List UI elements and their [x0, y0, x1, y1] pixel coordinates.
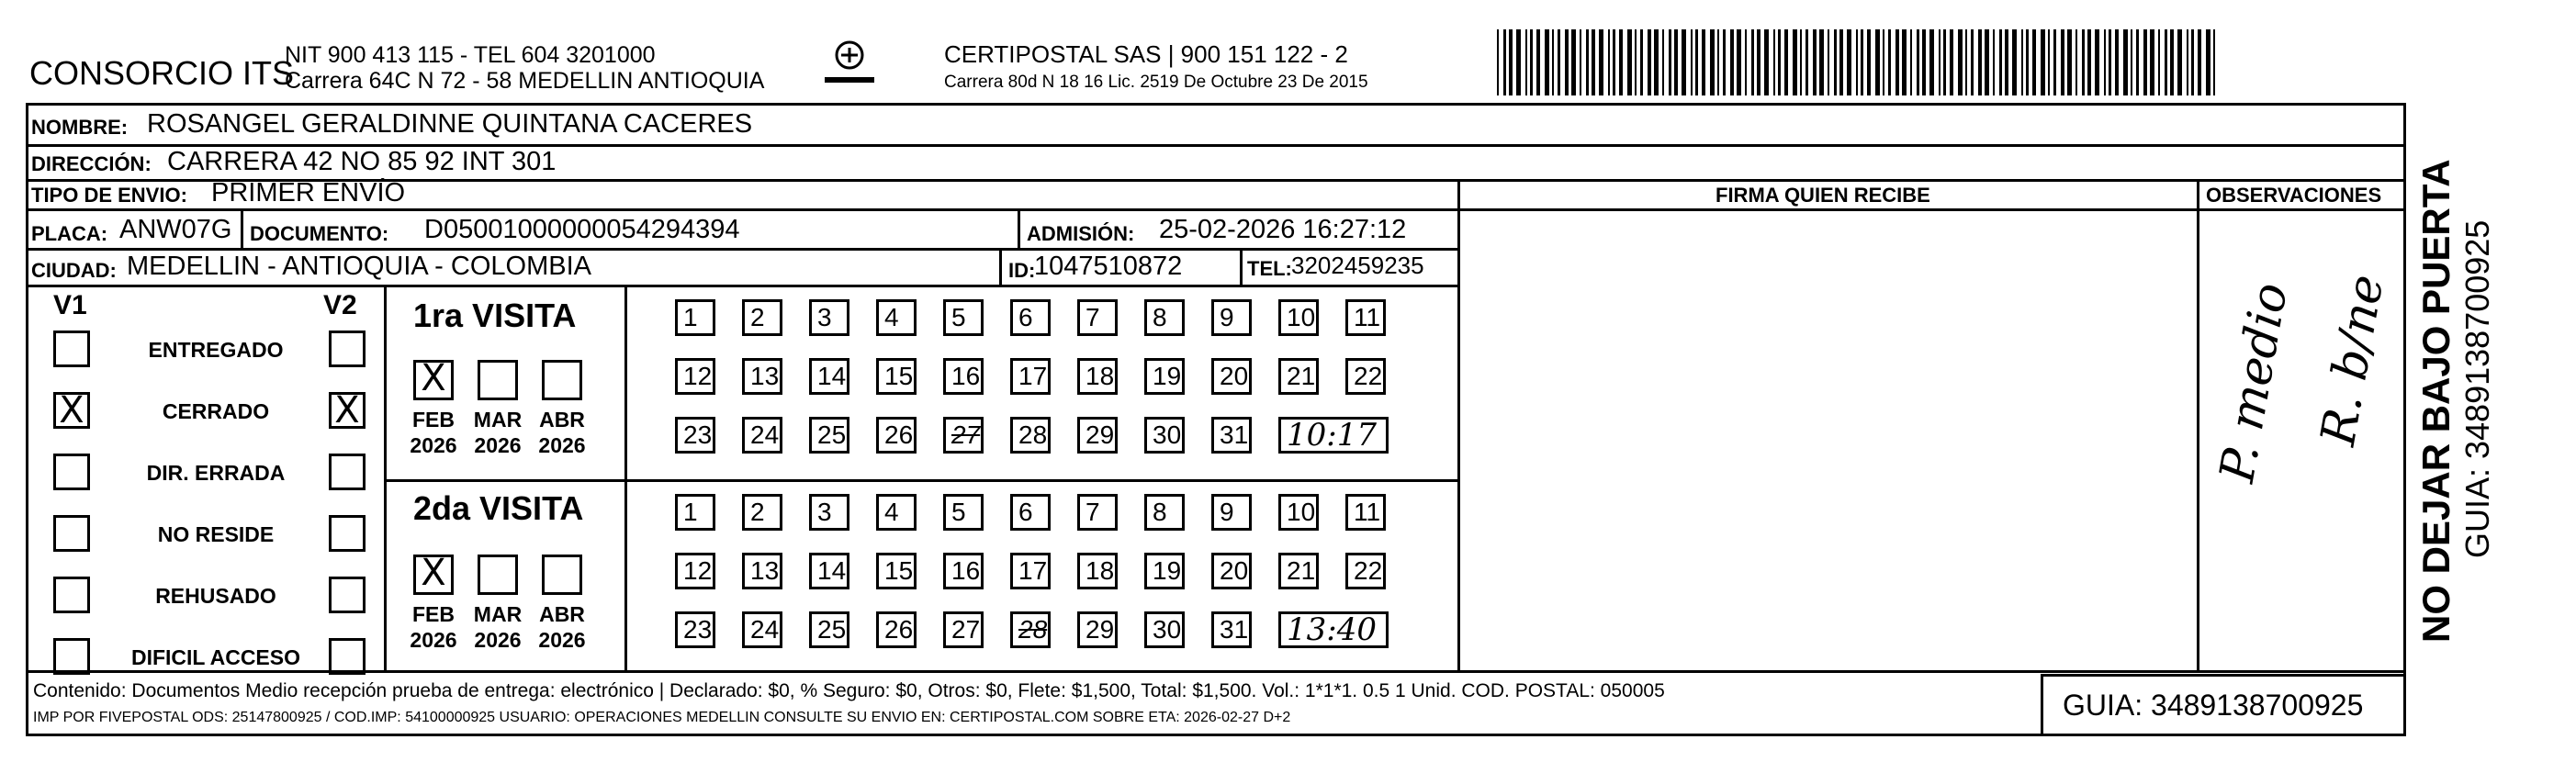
year-label: 2026: [538, 433, 586, 457]
month-checkbox[interactable]: [542, 555, 582, 595]
day-box[interactable]: 7: [1077, 299, 1118, 336]
day-box[interactable]: 22: [1345, 553, 1386, 589]
day-box[interactable]: 6: [1010, 299, 1051, 336]
day-box[interactable]: 18: [1077, 553, 1118, 589]
tipo-envio-label: TIPO DE ENVIO:: [31, 184, 187, 207]
tipo-envio-value: PRIMER ENVÍO: [211, 178, 406, 207]
handwritten-note-2: R. b/ne: [2311, 270, 2395, 450]
ciudad-label: CIUDAD:: [31, 259, 117, 282]
day-box[interactable]: 3: [809, 299, 849, 336]
day-box[interactable]: 10: [1278, 494, 1319, 531]
handwritten-note-1: P. medio: [2210, 278, 2300, 487]
footer-guia: GUIA: 3489138700925: [2063, 689, 2364, 722]
day-box[interactable]: 19: [1144, 358, 1185, 395]
placa-value: ANW07G: [119, 215, 232, 244]
month-checkbox[interactable]: [542, 360, 582, 400]
day-box[interactable]: 26: [876, 611, 917, 648]
v2-checkbox[interactable]: [329, 638, 366, 675]
certipostal-logo: [817, 37, 882, 92]
day-box[interactable]: 27: [943, 611, 984, 648]
visit-time: 13:40: [1278, 611, 1389, 648]
day-box[interactable]: 23: [675, 417, 715, 454]
day-box[interactable]: 2: [742, 494, 782, 531]
direccion-value: CARRERA 42 NO 85 92 INT 301: [167, 147, 557, 176]
month-checkbox[interactable]: X: [413, 360, 454, 400]
v2-label: V2: [323, 290, 357, 320]
day-box[interactable]: 2: [742, 299, 782, 336]
year-label: 2026: [474, 628, 522, 652]
day-box[interactable]: 20: [1211, 553, 1252, 589]
status-label: DIFICIL ACCESO: [130, 645, 300, 669]
day-box[interactable]: 9: [1211, 494, 1252, 531]
day-box[interactable]: 31: [1211, 611, 1252, 648]
v2-checkbox[interactable]: [329, 577, 366, 613]
certipostal-line2: Carrera 80d N 18 16 Lic. 2519 De Octubre 23 De 2015: [944, 73, 1368, 92]
day-box[interactable]: 13: [742, 358, 782, 395]
first-visit-title: 1ra VISITA: [413, 297, 577, 334]
day-box[interactable]: 15: [876, 358, 917, 395]
tel-label: TEL:: [1247, 257, 1292, 280]
day-box[interactable]: 17: [1010, 358, 1051, 395]
v2-checkbox[interactable]: X: [329, 392, 366, 429]
v2-checkbox[interactable]: [329, 454, 366, 490]
status-label: CERRADO: [162, 399, 270, 423]
day-box[interactable]: 25: [809, 611, 849, 648]
nit-line: NIT 900 413 115 - TEL 604 3201000: [285, 42, 656, 68]
placa-label: PLACA:: [31, 222, 108, 245]
status-label: NO RESIDE: [157, 522, 275, 546]
day-box[interactable]: 8: [1144, 299, 1185, 336]
side-guia: GUIA: 3489138700925: [2458, 219, 2496, 558]
day-box[interactable]: 19: [1144, 553, 1185, 589]
day-box[interactable]: 15: [876, 553, 917, 589]
footer-content: Contenido: Documentos Medio recepción prueba de entrega: electrónico | Declarado: $0, % Seguro: $0, Otros: $0, Flete: $1,500, Total: $1,500. Vol.: 1*1*1. 0.5 1 Unid. COD. POSTAL: 050005: [33, 680, 1665, 701]
documento-label: DOCUMENTO:: [250, 222, 389, 245]
year-label: 2026: [410, 628, 457, 652]
company-name: CONSORCIO ITS: [29, 54, 295, 92]
day-box[interactable]: 29: [1077, 417, 1118, 454]
documento-value: D05001000000054294394: [424, 215, 740, 244]
month-label: MAR: [473, 602, 523, 626]
day-box[interactable]: 28: [1010, 417, 1051, 454]
day-box[interactable]: 10: [1278, 299, 1319, 336]
day-box[interactable]: 4: [876, 299, 917, 336]
id-value: 1047510872: [1034, 252, 1183, 281]
v1-checkbox[interactable]: [53, 331, 90, 367]
second-visit-title: 2da VISITA: [413, 489, 584, 527]
v2-checkbox[interactable]: [329, 515, 366, 552]
month-label: FEB: [412, 602, 455, 626]
day-box[interactable]: 1: [675, 494, 715, 531]
tel-value: 3202459235: [1291, 252, 1424, 279]
day-box[interactable]: 5: [943, 299, 984, 336]
day-box[interactable]: 11: [1345, 299, 1386, 336]
day-box[interactable]: 18: [1077, 358, 1118, 395]
v1-checkbox[interactable]: [53, 577, 90, 613]
certipostal-line1: CERTIPOSTAL SAS | 900 151 122 - 2: [944, 40, 1348, 68]
day-box[interactable]: 25: [809, 417, 849, 454]
side-warning: NO DEJAR BAJO PUERTA: [2414, 159, 2458, 643]
v1-checkbox[interactable]: [53, 638, 90, 675]
v1-checkbox[interactable]: [53, 454, 90, 490]
day-box[interactable]: 13: [742, 553, 782, 589]
barcode: [1497, 29, 2222, 95]
day-box[interactable]: 17: [1010, 553, 1051, 589]
month-checkbox[interactable]: [478, 555, 518, 595]
day-box[interactable]: 16: [943, 358, 984, 395]
day-box[interactable]: 4: [876, 494, 917, 531]
year-label: 2026: [474, 433, 522, 457]
day-box[interactable]: 31: [1211, 417, 1252, 454]
day-box[interactable]: 30: [1144, 417, 1185, 454]
day-box[interactable]: 9: [1211, 299, 1252, 336]
day-box[interactable]: 22: [1345, 358, 1386, 395]
day-box[interactable]: 24: [742, 417, 782, 454]
month-label: ABR: [539, 602, 585, 626]
day-box[interactable]: 21: [1278, 553, 1319, 589]
direccion-label: DIRECCIÓN:: [31, 152, 152, 175]
day-box[interactable]: 12: [675, 358, 715, 395]
status-label: ENTREGADO: [148, 338, 284, 362]
year-label: 2026: [538, 628, 586, 652]
firma-header: FIRMA QUIEN RECIBE: [1715, 184, 1930, 207]
day-box[interactable]: 6: [1010, 494, 1051, 531]
day-box[interactable]: 1: [675, 299, 715, 336]
admision-value: 25-02-2026 16:27:12: [1159, 215, 1407, 244]
status-label: DIR. ERRADA: [146, 461, 286, 485]
day-box[interactable]: 11: [1345, 494, 1386, 531]
day-box[interactable]: 24: [742, 611, 782, 648]
day-box[interactable]: 3: [809, 494, 849, 531]
footer-imp: IMP POR FIVEPOSTAL ODS: 25147800925 / COD.IMP: 54100000925 USUARIO: OPERACIONES MEDELLIN CONSULTE SU ENVIO EN: CERTIPOSTAL.COM SOBRE ETA: 2026-02-27 D+2: [33, 710, 1291, 725]
nombre-label: NOMBRE:: [31, 116, 129, 139]
month-label: ABR: [539, 408, 585, 431]
month-checkbox[interactable]: [478, 360, 518, 400]
year-label: 2026: [410, 433, 457, 457]
address-line: Carrera 64C N 72 - 58 MEDELLIN ANTIOQUIA: [285, 68, 765, 94]
status-label: REHUSADO: [155, 584, 276, 608]
nombre-value: ROSANGEL GERALDINNE QUINTANA CACERES: [147, 109, 753, 139]
day-box[interactable]: 14: [809, 358, 849, 395]
day-box[interactable]: 7: [1077, 494, 1118, 531]
day-box[interactable]: 16: [943, 553, 984, 589]
id-label: ID:: [1008, 259, 1036, 282]
day-box[interactable]: 12: [675, 553, 715, 589]
month-label: MAR: [473, 408, 523, 431]
day-box[interactable]: 8: [1144, 494, 1185, 531]
v1-checkbox[interactable]: [53, 515, 90, 552]
v1-checkbox[interactable]: X: [53, 392, 90, 429]
day-box[interactable]: 30: [1144, 611, 1185, 648]
day-box[interactable]: 27: [943, 417, 984, 454]
v1-label: V1: [53, 290, 87, 320]
month-label: FEB: [412, 408, 455, 431]
ciudad-value: MEDELLIN - ANTIOQUIA - COLOMBIA: [127, 252, 591, 281]
day-box[interactable]: 21: [1278, 358, 1319, 395]
observaciones-header: OBSERVACIONES: [2206, 184, 2382, 207]
admision-label: ADMISIÓN:: [1027, 222, 1135, 245]
day-box[interactable]: 5: [943, 494, 984, 531]
day-box[interactable]: 14: [809, 553, 849, 589]
day-box[interactable]: 20: [1211, 358, 1252, 395]
day-box[interactable]: 29: [1077, 611, 1118, 648]
day-box[interactable]: 28: [1010, 611, 1051, 648]
visit-time: 10:17: [1278, 417, 1389, 454]
v2-checkbox[interactable]: [329, 331, 366, 367]
day-box[interactable]: 26: [876, 417, 917, 454]
month-checkbox[interactable]: X: [413, 555, 454, 595]
day-box[interactable]: 23: [675, 611, 715, 648]
